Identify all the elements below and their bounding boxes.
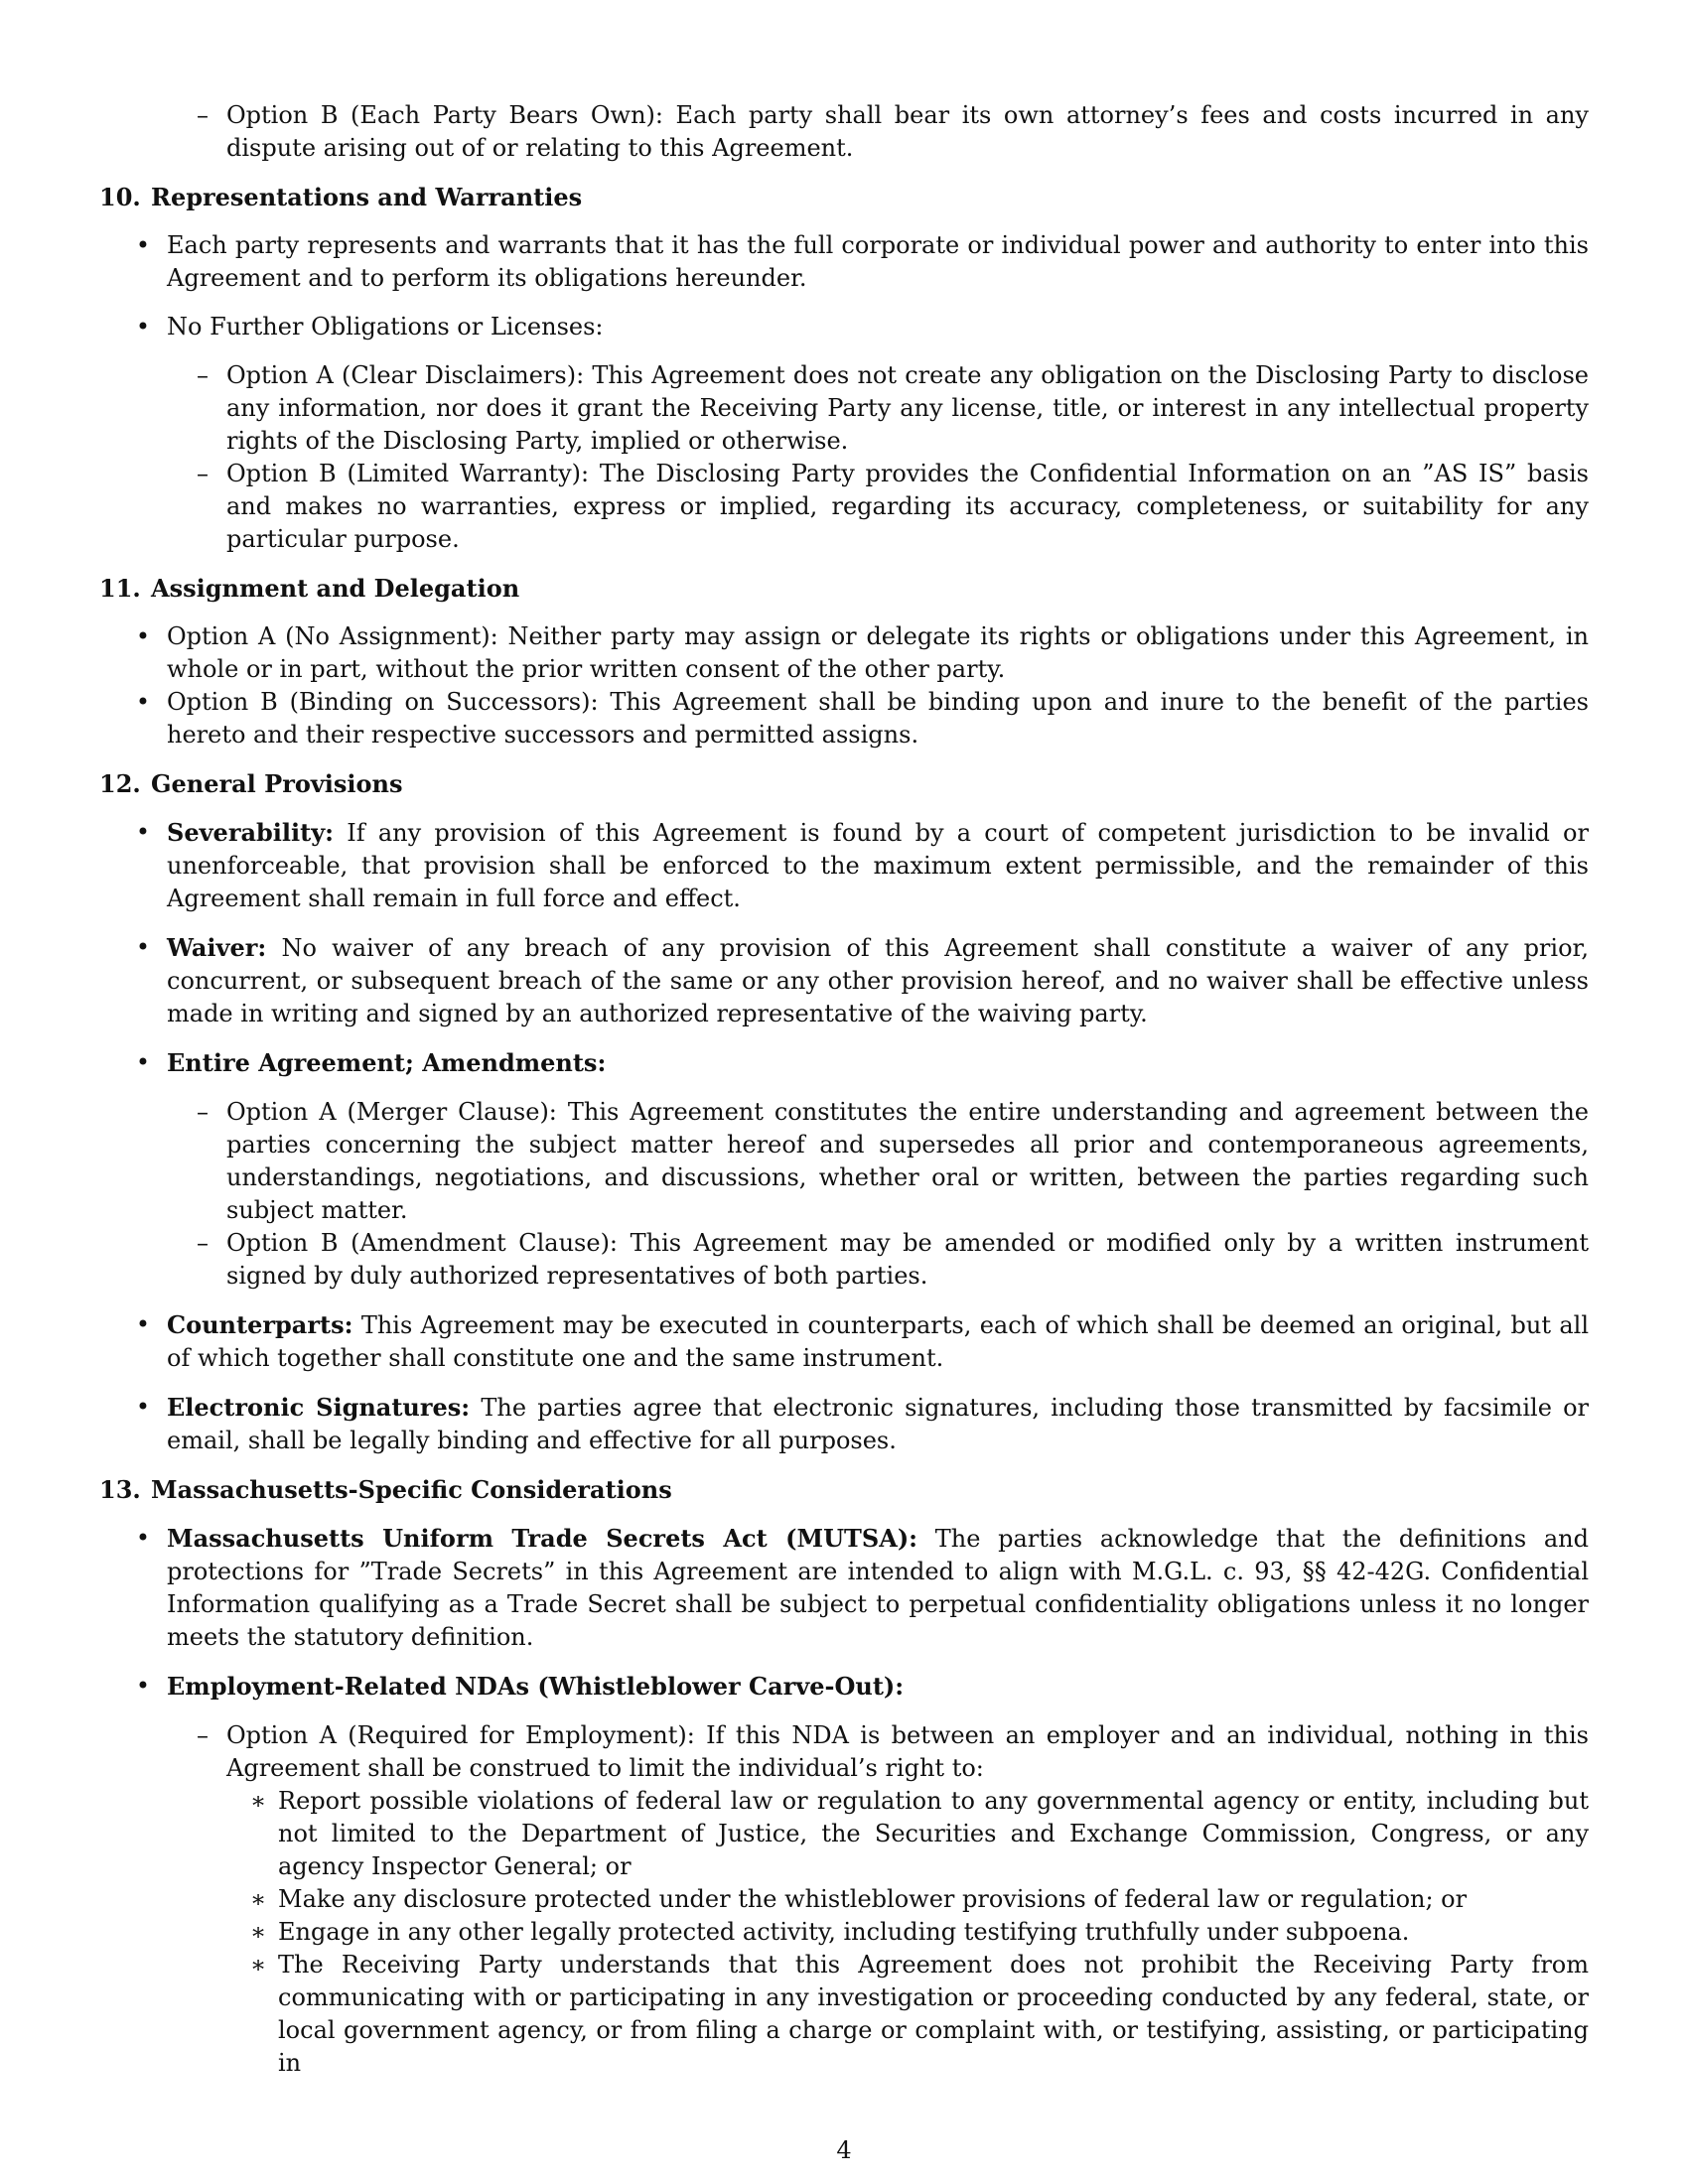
section-heading-10 [99,181,1589,213]
bullet-marker: • [135,1310,151,1338]
document-body [99,99,1589,2080]
asterisk-marker: ∗ [249,1918,267,1946]
list-item [99,816,1589,915]
clause-text: Option A (No Assignment): Neither party may assign or delegate its rights or obligations under this Agreement, in whole or in part, without the prior written consent of the other party. [167,622,1589,683]
list-item [99,1522,1589,1654]
list-item [99,99,1589,165]
list-item [99,686,1589,751]
asterisk-marker: ∗ [249,1951,267,1979]
list-item [99,1096,1589,1227]
bullet-marker: • [135,933,151,961]
clause-text: This Agreement may be executed in counterparts, each of which shall be deemed an original, but all of which together shall constitute one and the same instrument. [167,1311,1589,1372]
bullet-marker: • [135,818,151,846]
clause-text: No Further Obligations or Licenses: [167,313,604,341]
clause-label: Waiver: [167,933,267,962]
dash-marker: – [197,1229,209,1257]
clause-text: Option B (Amendment Clause): This Agreement may be amended or modified only by a written instrument signed by duly authorized representatives of both parties. [226,1229,1589,1290]
clause-text: Option A (Clear Disclaimers): This Agreement does not create any obligation on the Disclosing Party to disclose any information, nor does it grant the Receiving Party any license, title, or interest in any intellectual property rights of the Disclosing Party, implied or otherwise. [226,361,1589,455]
list-item [99,1949,1589,2080]
dash-marker: – [197,1098,209,1126]
section-number: 10. [99,183,141,211]
section-title: General Provisions [151,769,403,798]
list-item [99,620,1589,686]
clause-text: The parties acknowledge that the definitions and protections for ”Trade Secrets” in this Agreement are intended to align with M.G.L. c. 93, §§ 42-42G. Confidential Information qualifying as a Trade Secret shall be subject to perpetual confidentiality obligations unless it no longer meets the statutory definition. [167,1525,1589,1651]
asterisk-marker: ∗ [249,1787,267,1815]
list-item [99,1308,1589,1375]
bullet-marker: • [135,688,151,716]
bullet-marker: • [135,1048,151,1076]
list-item [99,359,1589,458]
bullet-marker: • [135,1393,151,1421]
bullet-marker: • [135,1524,151,1552]
dash-marker: – [197,361,209,389]
list-item [99,458,1589,556]
list-item [99,311,1589,343]
dash-marker: – [197,460,209,487]
list-item [99,1227,1589,1293]
list-item [99,931,1589,1030]
clause-text: Report possible violations of federal law or regulation to any governmental agency or entity, including but not limited to the Department of Justice, the Securities and Exchange Commission, Congress, or any agency Inspector General; or [278,1787,1589,1880]
dash-marker: – [197,101,209,129]
bullet-marker: • [135,1672,151,1700]
clause-label: Electronic Signatures: [167,1393,471,1422]
section-heading-13 [99,1473,1589,1506]
section-heading-12 [99,767,1589,800]
section-number: 11. [99,574,141,603]
clause-text: Option A (Merger Clause): This Agreement constitutes the entire understanding and agreement between the parties concerning the subject matter hereof and supersedes all prior and contemporaneous agreements, understandings, negotiations, and discussions, whether oral or written, between the parties regarding such subject matter. [226,1098,1589,1224]
list-item [99,229,1589,295]
clause-text: Option A (Required for Employment): If this NDA is between an employer and an individual, nothing in this Agreement shall be construed to limit the individual’s right to: [226,1721,1589,1782]
list-item [99,1883,1589,1916]
clause-text: Option B (Each Party Bears Own): Each party shall bear its own attorney’s fees and costs incurred in any dispute arising out of or relating to this Agreement. [226,101,1589,162]
section-number: 12. [99,769,141,798]
clause-label: Entire Agreement; Amendments: [167,1048,607,1077]
page-number: 4 [836,2136,852,2164]
clause-label: Employment-Related NDAs (Whistleblower Carve-Out): [167,1672,905,1701]
clause-text: Engage in any other legally protected activity, including testifying truthfully under subpoena. [278,1918,1410,1946]
list-item [99,1046,1589,1080]
list-item [99,1391,1589,1457]
list-item [99,1785,1589,1883]
dash-marker: – [197,1721,209,1749]
list-item [99,1916,1589,1949]
clause-text: If any provision of this Agreement is found by a court of competent jurisdiction to be invalid or unenforceable, that provision shall be enforced to the maximum extent permissible, and the remainder of this Agreement shall remain in full force and effect. [167,819,1589,912]
clause-text: Option B (Limited Warranty): The Disclosing Party provides the Confidential Information on an ”AS IS” basis and makes no warranties, express or implied, regarding its accuracy, completeness, or suitability for any particular purpose. [226,460,1589,553]
clause-text: No waiver of any breach of any provision of this Agreement shall constitute a waiver of any prior, concurrent, or subsequent breach of the same or any other provision hereof, and no waiver shall be effective unless made in writing and signed by an authorized representative of the waiving party. [167,934,1589,1027]
bullet-marker: • [135,231,151,259]
clause-text: Each party represents and warrants that it has the full corporate or individual power and authority to enter into this Agreement and to perform its obligations hereunder. [167,231,1589,292]
asterisk-marker: ∗ [249,1885,267,1913]
bullet-marker: • [135,313,151,341]
section-heading-11 [99,572,1589,605]
section-number: 13. [99,1475,141,1504]
clause-label: Severability: [167,818,335,847]
list-item [99,1719,1589,1785]
clause-label: Massachusetts Uniform Trade Secrets Act (MUTSA): [167,1524,918,1553]
section-title: Representations and Warranties [151,183,583,211]
clause-text: Make any disclosure protected under the whistleblower provisions of federal law or regulation; or [278,1885,1468,1913]
bullet-marker: • [135,622,151,650]
section-title: Assignment and Delegation [151,574,520,603]
clause-text: The parties agree that electronic signatures, including those transmitted by facsimile or email, shall be legally binding and effective for all purposes. [167,1394,1589,1454]
clause-text: Option B (Binding on Successors): This Agreement shall be binding upon and inure to the benefit of the parties hereto and their respective successors and permitted assigns. [167,688,1589,749]
clause-label: Counterparts: [167,1310,353,1339]
section-title: Massachusetts-Specific Considerations [151,1475,672,1504]
list-item [99,1670,1589,1704]
clause-text: The Receiving Party understands that this Agreement does not prohibit the Receiving Party from communicating with or participating in any investigation or proceeding conducted by any federal, state, or local government agency, or from filing a charge or complaint with, or testifying, assisting, or participating in [278,1951,1589,2077]
